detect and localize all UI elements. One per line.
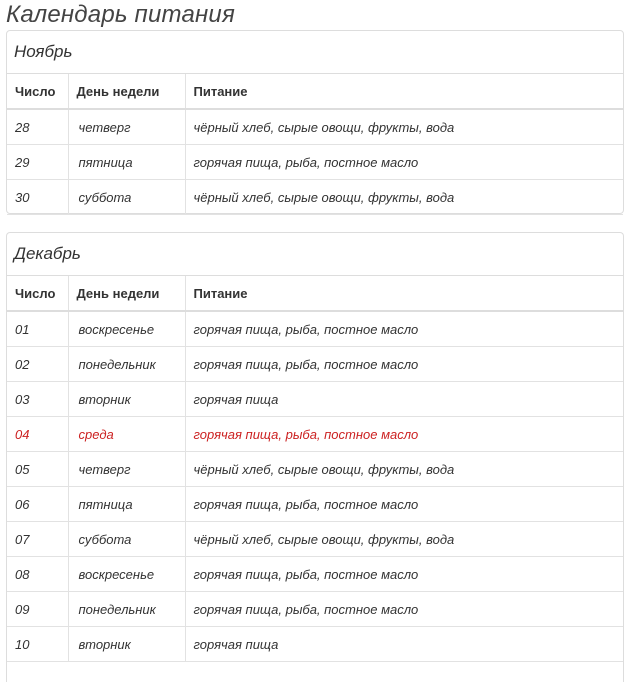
food-cell: горячая пища	[185, 382, 623, 417]
food-cell: чёрный хлеб, сырые овощи, фрукты, вода	[185, 109, 623, 145]
food-cell: горячая пища, рыба, постное масло	[185, 557, 623, 592]
date-cell: 06	[7, 487, 68, 522]
table-header-row	[7, 74, 623, 109]
weekday-cell: четверг	[68, 452, 185, 487]
date-cell: 09	[7, 592, 68, 627]
nutrition-table	[7, 276, 623, 662]
food-cell: горячая пища, рыба, постное масло	[185, 347, 623, 382]
date-cell: 10	[7, 627, 68, 662]
column-header-food: Питание	[185, 276, 623, 311]
table-row	[7, 487, 623, 522]
column-header-date: Число	[7, 74, 68, 109]
weekday-cell: среда	[68, 417, 185, 452]
month-panel-november	[6, 30, 624, 214]
month-panel-december	[6, 232, 624, 682]
date-cell: 28	[7, 109, 68, 145]
column-header-weekday: День недели	[68, 74, 185, 109]
food-cell: чёрный хлеб, сырые овощи, фрукты, вода	[185, 452, 623, 487]
food-cell: горячая пища, рыба, постное масло	[185, 592, 623, 627]
table-header-row	[7, 276, 623, 311]
weekday-cell: четверг	[68, 109, 185, 145]
date-cell: 08	[7, 557, 68, 592]
date-cell: 02	[7, 347, 68, 382]
table-row	[7, 522, 623, 557]
food-cell: чёрный хлеб, сырые овощи, фрукты, вода	[185, 522, 623, 557]
food-cell: горячая пища, рыба, постное масло	[185, 487, 623, 522]
table-row	[7, 180, 623, 215]
date-cell: 29	[7, 145, 68, 180]
food-cell: горячая пища, рыба, постное масло	[185, 311, 623, 347]
table-row	[7, 627, 623, 662]
table-row	[7, 557, 623, 592]
date-cell: 01	[7, 311, 68, 347]
table-row	[7, 417, 623, 452]
table-row	[7, 311, 623, 347]
table-row	[7, 145, 623, 180]
table-row	[7, 347, 623, 382]
weekday-cell: вторник	[68, 627, 185, 662]
weekday-cell: понедельник	[68, 592, 185, 627]
table-row	[7, 452, 623, 487]
date-cell: 30	[7, 180, 68, 215]
table-row	[7, 109, 623, 145]
page-title: Календарь питания	[6, 1, 235, 28]
weekday-cell: пятница	[68, 145, 185, 180]
weekday-cell: воскресенье	[68, 311, 185, 347]
weekday-cell: пятница	[68, 487, 185, 522]
weekday-cell: воскресенье	[68, 557, 185, 592]
food-cell: горячая пища, рыба, постное масло	[185, 145, 623, 180]
column-header-food: Питание	[185, 74, 623, 109]
weekday-cell: суббота	[68, 180, 185, 215]
weekday-cell: вторник	[68, 382, 185, 417]
weekday-cell: понедельник	[68, 347, 185, 382]
weekday-cell: суббота	[68, 522, 185, 557]
date-cell: 03	[7, 382, 68, 417]
month-heading: Ноябрь	[7, 31, 623, 74]
column-header-date: Число	[7, 276, 68, 311]
date-cell: 04	[7, 417, 68, 452]
table-row	[7, 382, 623, 417]
month-heading: Декабрь	[7, 233, 623, 276]
date-cell: 05	[7, 452, 68, 487]
food-cell: чёрный хлеб, сырые овощи, фрукты, вода	[185, 180, 623, 215]
table-row	[7, 592, 623, 627]
column-header-weekday: День недели	[68, 276, 185, 311]
nutrition-table	[7, 74, 623, 215]
date-cell: 07	[7, 522, 68, 557]
food-cell: горячая пища	[185, 627, 623, 662]
food-cell: горячая пища, рыба, постное масло	[185, 417, 623, 452]
